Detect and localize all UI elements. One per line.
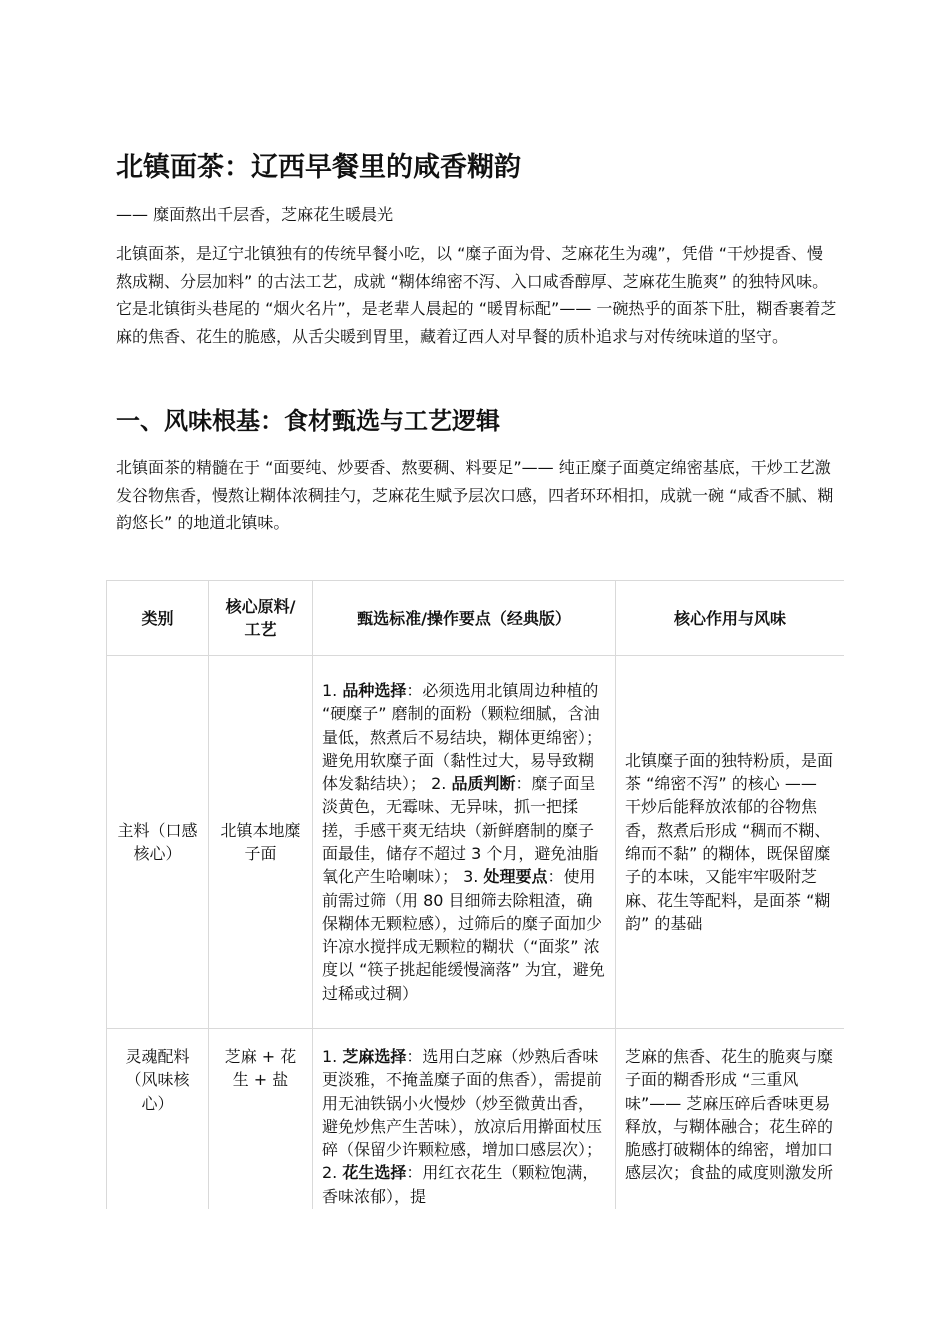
point-label: 芝麻选择 xyxy=(342,1047,407,1066)
header-effect: 核心作用与风味 xyxy=(616,581,845,656)
cell-category: 灵魂配料（风味核心） xyxy=(107,1029,209,1210)
point-text: ：糜子面呈淡黄色，无霉味、无异味，抓一把揉搓，手感干爽无结块（新鲜磨制的糜子面最佳，储存不超过 3 个月，避免油脂氧化产生哈喇味）； xyxy=(322,774,599,887)
table-row xyxy=(107,1029,845,1210)
point-number: 1. xyxy=(322,680,343,700)
cell-points xyxy=(313,1029,616,1210)
page-title: 北镇面茶：辽西早餐里的咸香糊韵 xyxy=(116,152,521,183)
point-label: 品种选择 xyxy=(342,680,407,700)
section-heading: 一、风味根基：食材甄选与工艺逻辑 xyxy=(116,407,500,435)
intro-paragraph: 北镇面茶，是辽宁北镇独有的传统早餐小吃，以 “糜子面为骨、芝麻花生为魂”，凭借 “干炒提香、慢熬成糊、分层加料” 的古法工艺，成就 “糊体绵密不泻、入口咸香醇厚、芝麻花生脆爽” 的独特风味。它是北镇街头巷尾的 “烟火名片”，是老辈人晨起的 “暖胃标配”—— 一碗热乎的面茶下肚，糊香裹着芝麻的焦香、花生的脆感，从舌尖暖到胃里，藏着辽西人对早餐的质朴追求与对传统味道的坚守。 xyxy=(116,244,837,346)
point-number: 2. xyxy=(431,774,452,794)
point-number: 2. xyxy=(322,1163,343,1183)
point-number: 1. xyxy=(322,1047,343,1066)
header-category: 类别 xyxy=(107,581,209,656)
point-text: ：用红衣花生（颗粒饱满，香味浓郁），提 xyxy=(322,1163,599,1206)
table-row xyxy=(107,656,845,1029)
section-paragraph: 北镇面茶的精髓在于 “面要纯、炒要香、熬要稠、料要足”—— 纯正糜子面奠定绵密基底，干炒工艺激发谷物焦香，慢熬让糊体浓稠挂勺，芝麻花生赋予层次口感，四者环环相扣，成就一碗 “咸香不腻、糊韵悠长” 的地道北镇味。 xyxy=(116,458,834,532)
point-label: 品质判断 xyxy=(451,774,516,794)
ingredient-table-container xyxy=(106,580,844,1209)
ingredient-table xyxy=(106,580,844,1209)
point-text: ：必须选用北镇周边种植的 “硬糜子” 磨制的面粉（颗粒细腻，含油量低，熬煮后不易结块，糊体更绵密）；避免用软糜子面（黏性过大，易导致糊体发黏结块）； xyxy=(322,680,603,794)
cell-material: 芝麻 + 花生 + 盐 xyxy=(209,1029,313,1210)
table-header-row xyxy=(107,581,845,656)
point-number: 3. xyxy=(463,867,484,887)
point-label: 处理要点 xyxy=(483,867,548,887)
header-points: 甄选标准/操作要点（经典版） xyxy=(313,581,616,656)
point-text: ：使用前需过筛（用 80 目细筛去除粗渣，确保糊体无颗粒感），过筛后的糜子面加少许凉水搅拌成无颗粒的糊状（“面浆” 浓度以 “筷子挑起能缓慢滴落” 为宜，避免过稀或过稠） xyxy=(322,867,605,1003)
cell-effect: 芝麻的焦香、花生的脆爽与糜子面的糊香形成 “三重风味”—— 芝麻压碎后香味更易释放，与糊体融合；花生碎的脆感打破糊体的绵密，增加口感层次；食盐的咸度则激发所 xyxy=(616,1029,845,1210)
point-label: 花生选择 xyxy=(342,1163,407,1183)
cell-effect: 北镇糜子面的独特粉质，是面茶 “绵密不泻” 的核心 —— 干炒后能释放浓郁的谷物焦香，熬煮后形成 “稠而不糊、绵而不黏” 的糊体，既保留糜子的本味，又能牢牢吸附芝麻、花生等配料，是面茶 “糊韵” 的基础 xyxy=(616,656,845,1029)
cell-points xyxy=(313,656,616,1029)
cell-category: 主料（口感核心） xyxy=(107,656,209,1029)
page-subtitle: —— 糜面熬出千层香，芝麻花生暖晨光 xyxy=(116,205,394,224)
point-text: ：选用白芝麻（炒熟后香味更淡雅，不掩盖糜子面的焦香），需提前用无油铁锅小火慢炒（炒至微黄出香，避免炒焦产生苦味），放凉后用擀面杖压碎（保留少许颗粒感，增加口感层次）； xyxy=(322,1047,603,1160)
header-material: 核心原料/工艺 xyxy=(209,581,313,656)
cell-material: 北镇本地糜子面 xyxy=(209,656,313,1029)
